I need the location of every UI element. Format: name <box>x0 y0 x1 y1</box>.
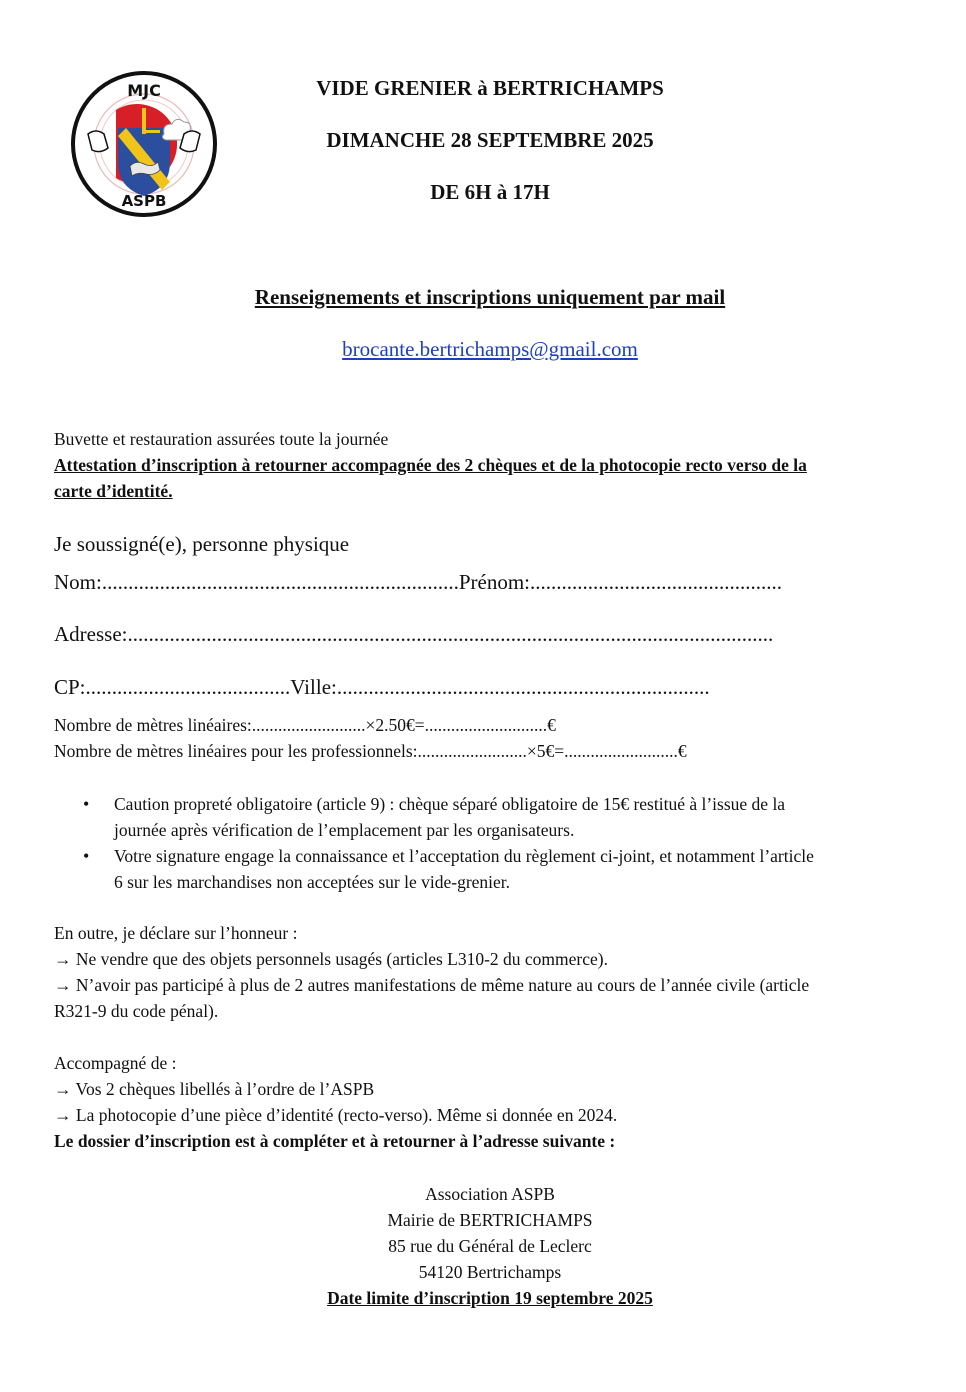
logo-top-text: MJC <box>127 81 161 100</box>
nom-prenom-row <box>54 570 782 595</box>
address-line-4: 54120 Bertrichamps <box>418 1262 562 1282</box>
soussigne-text: Je soussigné(e), personne physique <box>54 532 350 556</box>
accompagne-section <box>54 1050 944 1154</box>
honneur-section <box>54 920 944 1024</box>
logo-bottom-text: ASPB <box>121 192 167 210</box>
prenom-field[interactable]: ................................................ <box>530 570 783 594</box>
adresse-row <box>54 622 773 647</box>
address-line-3: 85 rue du Général de Leclerc <box>388 1236 592 1256</box>
mjc-aspb-logo <box>70 70 218 218</box>
honneur-item-2-line-2: R321-9 du code pénal). <box>54 1001 219 1021</box>
address-line-2: Mairie de BERTRICHAMPS <box>387 1210 593 1230</box>
cp-ville-row <box>54 675 710 700</box>
nom-label: Nom: <box>54 570 102 594</box>
honneur-item-1: → Ne vendre que des objets personnels usagés (articles L310-2 du commerce). <box>54 949 608 969</box>
accompagne-item-2: → La photocopie d’une pièce d’identité (recto-verso). Même si donnée en 2024. <box>54 1105 618 1125</box>
bullet-2-line-2: 6 sur les marchandises non acceptées sur le vide-grenier. <box>114 872 511 892</box>
deadline: Date limite d’inscription 19 septembre 2025 <box>327 1288 653 1308</box>
honneur-intro: En outre, je déclare sur l’honneur : <box>54 923 298 943</box>
conditions-list <box>54 791 934 895</box>
attestation-line-1: Attestation d’inscription à retourner accompagnée des 2 chèques et de la photocopie recto verso de la <box>54 455 807 475</box>
return-address <box>0 1181 966 1311</box>
event-hours: DE 6H à 17H <box>430 180 550 204</box>
accompagne-item-1: → Vos 2 chèques libellés à l’ordre de l’ASPB <box>54 1079 375 1099</box>
honneur-item-2-line-1: → N’avoir pas participé à plus de 2 autres manifestations de même nature au cours de l’année civile (article <box>54 975 810 995</box>
cp-label: CP: <box>54 675 86 699</box>
logo-emblem <box>70 70 218 218</box>
ville-label: Ville: <box>290 675 337 699</box>
nom-field[interactable]: .................................................................... <box>101 570 459 594</box>
prenom-label: Prénom: <box>458 570 531 594</box>
email-link[interactable]: brocante.bertrichamps@gmail.com <box>342 337 638 361</box>
bullet-1-line-1: • Caution propreté obligatoire (article 9) : chèque séparé obligatoire de 15€ restitué à l’issue de la <box>114 794 786 814</box>
info-heading: Renseignements et inscriptions uniquement par mail <box>254 285 726 309</box>
cp-field[interactable]: ....................................... <box>85 675 291 699</box>
list-item <box>54 843 934 895</box>
event-title: VIDE GRENIER à BERTRICHAMPS <box>316 76 664 100</box>
address-line-1: Association ASPB <box>425 1184 555 1204</box>
metres-pro-row[interactable]: Nombre de mètres linéaires pour les professionnels:.........................×5€=..........................€ <box>54 741 687 761</box>
accompagne-intro: Accompagné de : <box>54 1053 177 1073</box>
event-date: DIMANCHE 28 SEPTEMBRE 2025 <box>326 128 654 152</box>
dossier-instruction: Le dossier d’inscription est à compléter et à retourner à l’adresse suivante : <box>54 1131 616 1151</box>
adresse-label: Adresse: <box>54 622 128 646</box>
ville-field[interactable]: ....................................................................... <box>336 675 710 699</box>
list-item <box>54 791 934 843</box>
adresse-field[interactable]: ........................................................................................................................... <box>127 622 774 646</box>
metres-row[interactable]: Nombre de mètres linéaires:..........................×2.50€=............................€ <box>54 715 556 735</box>
attestation-line-2: carte d’identité. <box>54 481 173 501</box>
bullet-2-line-1: • Votre signature engage la connaissance et l’acceptation du règlement ci-joint, et notamment l’article <box>114 846 814 866</box>
bullet-1-line-2: journée après vérification de l’emplacement par les organisateurs. <box>114 820 575 840</box>
buvette-note: Buvette et restauration assurées toute la journée <box>54 429 389 449</box>
